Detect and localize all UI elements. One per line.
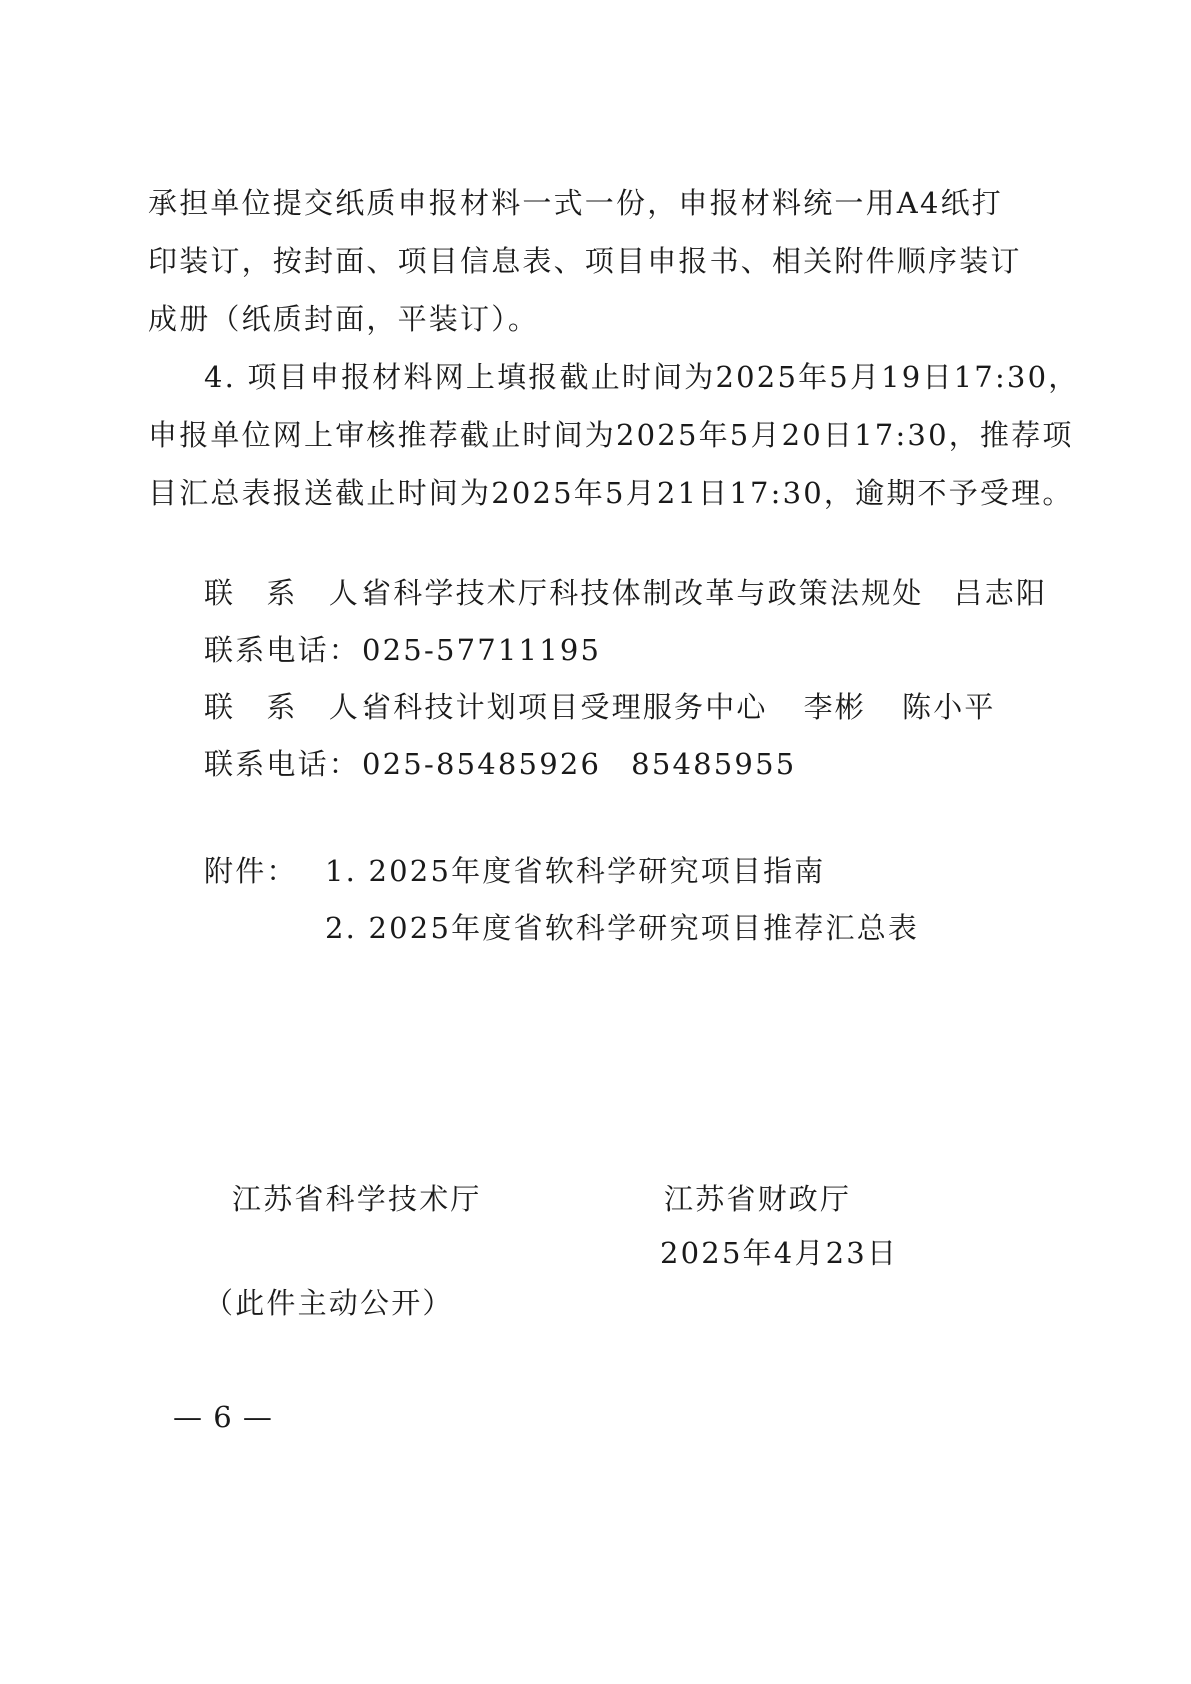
attachment-item: 1. 2025年度省软科学研究项目指南 bbox=[325, 854, 826, 888]
contact-row bbox=[204, 687, 996, 727]
body-text-line: 印装订，按封面、项目信息表、项目申报书、相关附件顺序装订 bbox=[148, 244, 1022, 278]
body-text-line: 申报单位网上审核推荐截止时间为2025年5月20日17:30，推荐项 bbox=[148, 418, 1074, 452]
contact-value: 省科学技术厅科技体制改革与政策法规处 bbox=[362, 576, 924, 610]
contact-phone: 025-57711195 bbox=[362, 633, 602, 667]
body-text-line: 成册（纸质封面，平装订）。 bbox=[148, 302, 540, 336]
contact-row bbox=[204, 630, 601, 670]
contact-row bbox=[204, 573, 1047, 613]
contact-name: 李彬 bbox=[803, 690, 867, 724]
attachments-label: 附件： bbox=[204, 854, 298, 888]
contact-label: 联 系 人： bbox=[204, 576, 392, 610]
contact-phone: 85485955 bbox=[631, 747, 797, 781]
disclosure-note: （此件主动公开） bbox=[204, 1286, 454, 1320]
issuer-left: 江苏省科学技术厅 bbox=[232, 1182, 482, 1216]
contact-label: 联系电话： bbox=[204, 633, 361, 667]
contact-name: 吕志阳 bbox=[953, 576, 1048, 610]
contact-label: 联 系 人： bbox=[204, 690, 392, 724]
body-text-line: 承担单位提交纸质申报材料一式一份，申报材料统一用A4纸打 bbox=[148, 186, 1003, 220]
attachment-item: 2. 2025年度省软科学研究项目推荐汇总表 bbox=[325, 911, 920, 945]
contact-phone: 025-85485926 bbox=[362, 747, 602, 781]
issue-date: 2025年4月23日 bbox=[660, 1236, 899, 1270]
body-text-line: 4. 项目申报材料网上填报截止时间为2025年5月19日17:30， bbox=[204, 360, 1080, 394]
contact-row bbox=[204, 744, 796, 784]
issuer-right: 江苏省财政厅 bbox=[664, 1182, 852, 1216]
contact-value: 省科技计划项目受理服务中心 bbox=[362, 690, 768, 724]
contact-name: 陈小平 bbox=[902, 690, 996, 724]
body-text-line: 目汇总表报送截止时间为2025年5月21日17:30，逾期不予受理。 bbox=[148, 476, 1074, 510]
page-number: — 6 — bbox=[173, 1400, 273, 1434]
contact-label: 联系电话： bbox=[204, 747, 361, 781]
